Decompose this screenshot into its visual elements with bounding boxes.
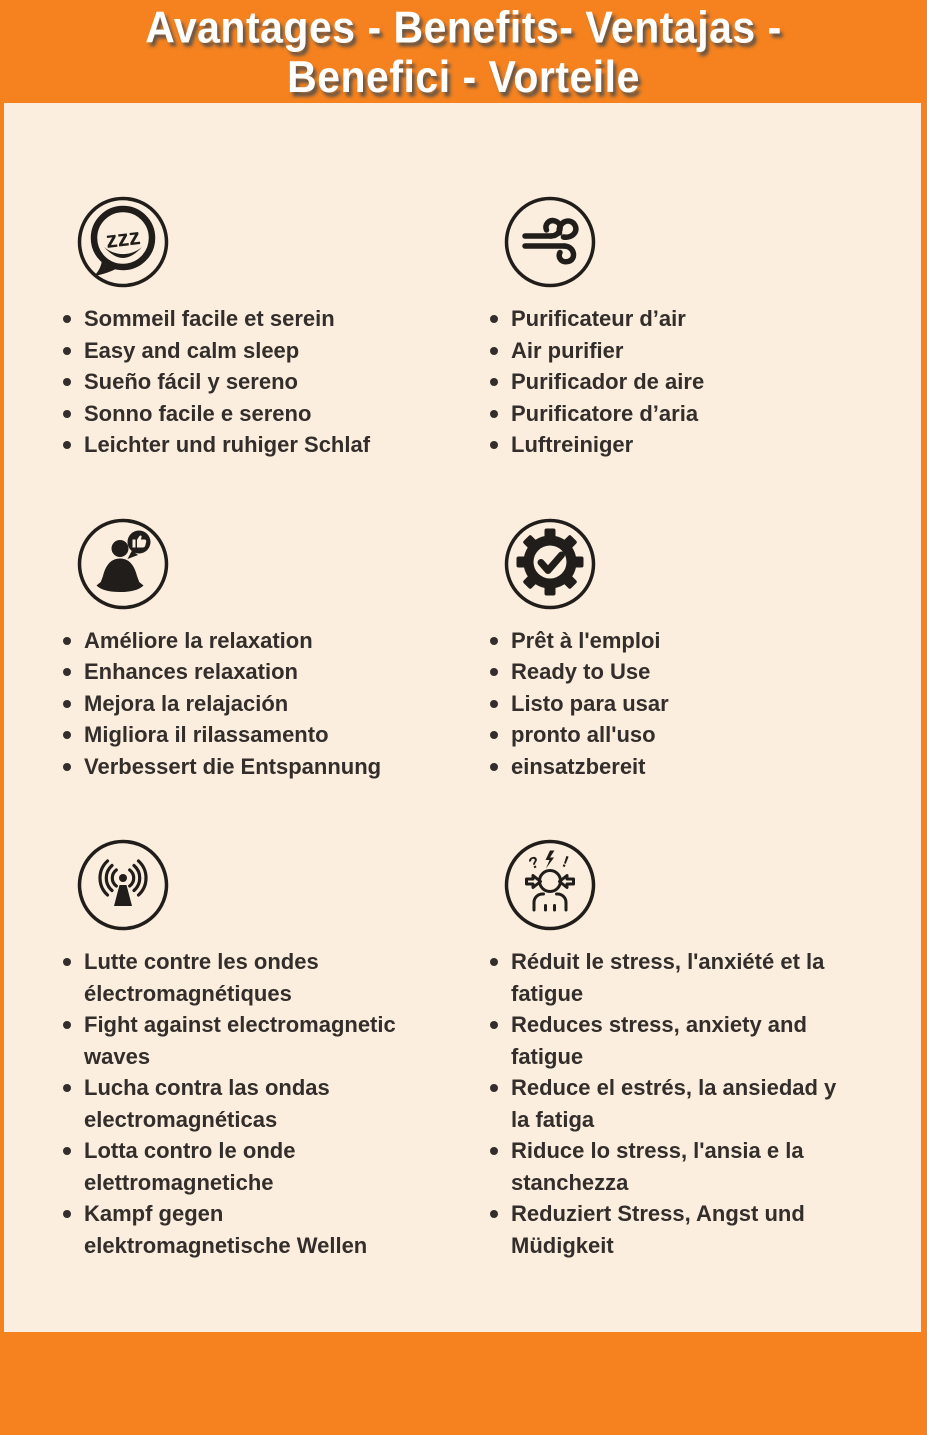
benefit-item: Purificateur d’air (487, 303, 845, 335)
benefit-item: pronto all'uso (487, 719, 845, 751)
svg-text:zzz: zzz (104, 222, 142, 254)
benefit-section-electromagnetic-waves (60, 838, 487, 1261)
benefit-item: Verbessert die Entspannung (60, 751, 400, 783)
benefit-item: Reduce el estrés, la ansiedad y la fatiga (487, 1072, 845, 1135)
benefit-item: Sommeil facile et serein (60, 303, 400, 335)
benefit-section-air-purifier (487, 195, 901, 461)
svg-text:?: ? (526, 853, 542, 874)
benefit-list (60, 303, 400, 461)
benefit-item: Luftreiniger (487, 429, 845, 461)
benefit-list (487, 625, 845, 783)
benefit-item: Reduces stress, anxiety and fatigue (487, 1009, 845, 1072)
benefit-list (487, 303, 845, 461)
benefit-item: Ready to Use (487, 656, 845, 688)
benefit-section-relaxation (60, 517, 487, 783)
benefit-item: Lutte contre les ondes électromagnétiques (60, 946, 400, 1009)
benefit-item: Réduit le stress, l'anxiété et la fatigue (487, 946, 845, 1009)
benefit-item: Lucha contra las ondas electromagnéticas (60, 1072, 400, 1135)
benefit-item: Leichter und ruhiger Schlaf (60, 429, 400, 461)
benefit-item: Easy and calm sleep (60, 335, 400, 367)
benefit-item: Sueño fácil y sereno (60, 366, 400, 398)
benefit-item: Sonno facile e sereno (60, 398, 400, 430)
wind-icon (503, 195, 597, 289)
sleep-zzz-icon (76, 195, 170, 289)
benefit-item: einsatzbereit (487, 751, 845, 783)
benefit-item: Riduce lo stress, l'ansia e la stanchezza (487, 1135, 845, 1198)
page-title (145, 2, 782, 101)
benefit-item: Listo para usar (487, 688, 845, 720)
meditation-thumbs-up-icon (76, 517, 170, 611)
stress-relief-icon (503, 838, 597, 932)
benefit-item: Kampf gegen elektromagnetische Wellen (60, 1198, 400, 1261)
benefit-item: Purificador de aire (487, 366, 845, 398)
benefit-section-easy-sleep (60, 195, 487, 461)
benefits-grid (4, 103, 921, 1261)
benefit-item: Migliora il rilassamento (60, 719, 400, 751)
benefit-item: Purificatore d’aria (487, 398, 845, 430)
benefit-item: Air purifier (487, 335, 845, 367)
benefit-item: Améliore la relaxation (60, 625, 400, 657)
gear-check-icon (503, 517, 597, 611)
benefit-item: Prêt à l'emploi (487, 625, 845, 657)
benefit-list (60, 625, 400, 783)
benefit-item: Reduziert Stress, Angst und Müdigkeit (487, 1198, 845, 1261)
page-title-line1: Avantages - Benefits- Ventajas - (145, 1, 782, 52)
benefit-item: Lotta contro le onde elettromagnetiche (60, 1135, 400, 1198)
antenna-waves-icon (76, 838, 170, 932)
benefit-section-stress-relief (487, 838, 901, 1261)
page-title-line2: Benefici - Vorteile (287, 51, 640, 102)
svg-text:!: ! (559, 853, 571, 872)
benefit-item: Mejora la relajación (60, 688, 400, 720)
benefit-list (487, 946, 845, 1261)
title-banner (0, 0, 927, 103)
benefit-item: Enhances relaxation (60, 656, 400, 688)
benefit-item: Fight against electromagnetic waves (60, 1009, 400, 1072)
benefit-list (60, 946, 400, 1261)
content-panel (4, 103, 921, 1332)
benefit-section-ready-to-use (487, 517, 901, 783)
